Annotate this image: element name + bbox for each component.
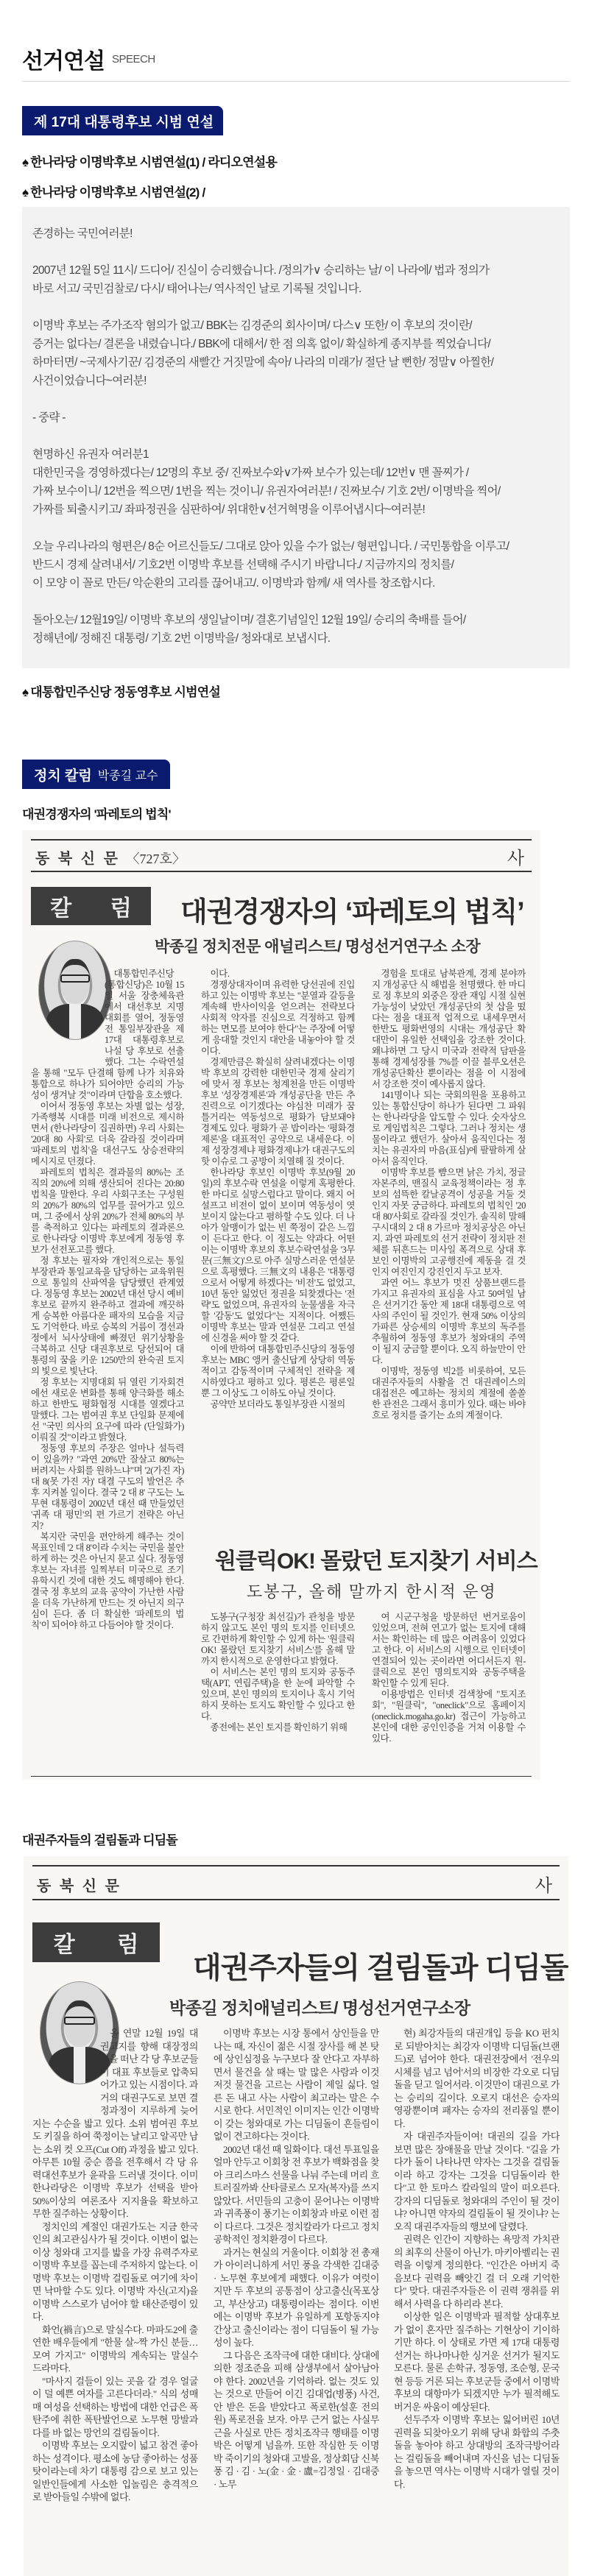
rule <box>32 1865 560 1866</box>
speech-line: 사건이었습니다~여러분! <box>32 375 147 387</box>
column-label-char: 칼 <box>50 896 72 921</box>
speech-paragraph <box>32 537 560 592</box>
article-column <box>201 969 355 1522</box>
page-mark: 사 <box>535 1877 552 1896</box>
speech-line: - 중략 - <box>32 411 66 424</box>
section-label-text: 정치 칼럼 <box>34 768 92 784</box>
spade-icon: ♠ <box>22 155 29 169</box>
paragraph: 이 서비스는 본인 명의 토지와 공동주택(APT, 연립주택)을 한 눈에 파악할 수 있으며, 본인 명의의 토지이나 혹시 기억하지 못하는 토지도 확인할 수 있다고 한다. <box>201 1667 355 1722</box>
paragraph: 정 후보는 필자와 개인적으로는 통일부장관과 통일교육을 담당하는 교육위원으로 통일의 산파역을 담당했던 관계였다. 정동영 후보는 2002년 대선 당시 예비 후보로 끝까지 완주하고 결과에 깨끗하게 승복한 아름다운 패자의 모습을 지금도 기억한다. 바로 승복의 거름이 경선과정에서 뇌사상태에 빠졌던 위기상황을 극복하고 신당 대권후보로 당선되어 대통령의 꿈을 키운 1250만의 완숙권 토지의 빛으로 빛난다. <box>31 1256 184 1376</box>
speech-link-lee-2[interactable] <box>22 182 205 200</box>
photo-spacer <box>31 969 105 1064</box>
paragraph: 대통합민주신당(통합신당)은 10월 15일 서울 장충체육관에서 대선후보 지명대회를 열어, 정동영 전 통일부장관을 제 17대 대통령후보로 나설 당 후보로 선출했다. 그는 수락연설을 통해 "모두 단결해 함께 나가 치유와 통합으로 하나가 되어야만 승리의 가능성이 생겨날 것"이라며 단합을 호소했다. <box>31 969 184 1100</box>
photo-spacer <box>32 2027 100 2117</box>
article-heading: 대권주자들의 걸림돌과 디딤돌 <box>22 1833 177 1847</box>
article-title: 대권주자들의 걸림돌과 디딤돌 <box>193 1952 568 1984</box>
paragraph: 경제만큼은 확실히 살려내겠다는 이명박 후보의 강력한 대한민국 경제 살리기에 맞서 정 후보는 청계천을 만든 이명박 후보 '성장경제론'과 개성공단을 만든 추진력으로 이기겠다는 야심찬 미래가 꿈틀거리는 역동성으로 평화가 담보돼야 경제도 있다. 평화가 곧 밥이라는 '평화경제론'을 대표적인 공약으로 내세운다. 이제 성장경제냐 평화경제냐가 대권구도의 핫 이슈로 그 공방이 치열해 질 것이다. <box>201 1057 355 1167</box>
paragraph: 정 후보는 지명대회 뒤 열린 기자회견에선 새로운 변화를 통해 양극화를 해소하고 한반도 평화협정 시대를 열겠다고 말했다. 그는 범여권 후보 단일화 문제에선 "국민 의사의 요구에 따라 (단일화가) 이뤄질 것"이라고 밝혔다. <box>31 1377 184 1443</box>
paragraph: 공약만 보더라도 통일부장관 시절의 <box>210 1399 345 1409</box>
newspaper-clipping <box>22 830 540 1780</box>
ad-column <box>372 1612 526 1774</box>
speech-paragraph <box>32 445 560 519</box>
column-label-char: 럼 <box>110 896 132 921</box>
paragraph: 141명이나 되는 국회의원을 포용하고 있는 통합신당이 하나가 된다면 그 파워는 한나라당을 압도할 수 있다. 숫자상으로 게임법칙은 그렇다. 그러나 정치는 생물이라고 했던가. 살아서 움직인다는 정치는 유권자의 마음(표심)에 팔팔하게 살아서 움직인다. <box>372 1090 526 1167</box>
column-label-char: 럼 <box>117 1933 139 1957</box>
page-title: 선거연설 <box>22 49 105 74</box>
paragraph: 정동영 후보의 주장은 얼마나 설득력이 있을까? "과연 20%만 잘살고 80%는 버려지는 사회를 원하느냐"며 '2(가진 자) 대 8(못 가진 자)' 대결 구도의 발언은 추후 지켜볼 일이다. 결국 '2 대 8' 구도는 노무현 대통령이 2002년 대선 때 만들었던 '귀족 대 평민'의 편 가르기 전략은 아닌지? <box>31 1443 184 1531</box>
rule <box>31 871 532 872</box>
speech-link-label: 대통합민주신당 정동영후보 시범연설 <box>30 685 221 699</box>
speech-line: 오늘 우리나라의 형편은/ 8순 어르신들도/ 그대로 앉아 있을 수가 없는/ 형편입니다. / 국민통합을 이루고/ <box>32 540 509 553</box>
paragraph: 현) 최강자들의 대권개입 등을 KO 펀치로 되받아치는 최강자 이명박 디딤돌(브랜드)로 넘어야 한다. 대권전장에서 '전우의 시체를 넘고 넘어'서의 비장한 각오로 디딤돌을 딛고 일어서라. 이것만이 대권으로 가는 승리의 길이다. 오로지 대선은 승자의 영광뿐이며 패자는 승자의 전리품일 뿐이다. <box>394 2028 560 2129</box>
speech-line: 존경하는 국민여러분! <box>32 227 133 240</box>
paragraph: 한나라당 후보인 이명박 후보(9월 20일)의 후보수락 연설을 이렇게 혹평한다. 한 마디로 실망스럽다고 말이다. 왜지 어설프고 비전이 없이 보이며 역동성이 엿보이지 않는다고 폄하할 수도 있다. 더 나아가 알맹이가 없는 빈 쭉정이 같은 느낌이 든다고 한다. 이 정도는 약과다. 어떤 이는 이명박 후보의 후보수락연설을 '3무문(三無文)'으로 아주 실망스러운 연설문으로 혹평했다. 三無文의 내용은 '대통령으로서 어떻게 하겠다는 '비전'도 없었고, 10년 동안 잃었던 정권을 되찾겠다는 '전략'도 없었으며, 유권자의 눈물샘을 자극할 '감동'도 없었다"는 지적이다. 어쨌든 이명박 후보는 말과 연설문 그리고 연설에 신경을 써야 할 것 같다. <box>201 1167 355 1343</box>
paragraph: 이명박 후보를 뺨으면 낡은 가치, 정글자본주의, 맨질식 교육정책이라는 정 후보의 섬뜩한 칼날공격이 성공을 거둘 것인지 자못 궁금하다. 파레토의 법칙인 '20대 80'사회로 갈라질 것인가. 솔직히 말해 구시대의 2 대 8 가르마 정치공상은 아닌지. 과연 파레토의 선거 전략이 정치판 전체를 뒤흔드는 미사일 폭격으로 상대 후보인 이명박의 고공행진에 제동을 걸 것인지 여진인지 강진인지 두고 보자. <box>372 1167 526 1277</box>
spade-icon: ♠ <box>22 685 29 699</box>
article-column <box>214 2027 379 2572</box>
speech-line: 2007년 12월 5일 11시/ 드디어/ 진실이 승리했습니다. /정의가∨ 승리하는 날/ 이 나라에/ 법과 정의가 <box>32 264 490 277</box>
paragraph: 과연 어느 후보가 멋진 상품브랜드를 가지고 유권자의 표심을 사고 50여일 남은 선거기간 동안 제 18대 대통령으로 역사의 주인이 될 것인가. 현재 50% 이상의 가파른 상승세의 이명박 후보의 독주를 추월하여 정동영 후보가 청와대의 주역이 될지 궁금할 뿐이다. 오직 하늘만이 안다. <box>372 1278 526 1365</box>
paragraph: 2002년 대선 때 일화이다. 대선 투표일을 얼마 안두고 이회창 전 후보가 백화점을 찾아 크리스마스 선물을 나눠 주는데 머리 흐트러질까봐 산타클로스 모자(복자)를 쓰지 않았다. 서민들의 고충이 묻어나는 이명박과 귀족풍이 풍기는 이회창과 바로 이런 점이 다르다. 그것은 정치칼라가 다르고 정치공학적인 정치환경이 다르다. <box>214 2143 379 2245</box>
column-label <box>31 887 151 925</box>
speech-line: 이명박 후보는 주가조작 혐의가 없고/ BBK는 김경준의 회사이며/ 다스∨ 또한/ 이 후보의 것이란/ <box>32 319 472 332</box>
ad-column <box>201 1612 355 1774</box>
column-label <box>32 1922 160 1962</box>
paragraph: 이에 반하여 대통합민주신당의 정동영 후보는 MBC 앵커 출신답게 상당히 역동적이고 감동적이며 구체적인 전략을 제시하였다고 평하고 있다. 평론은 평론일 뿐 그 이상도 그 이하도 아닐 것이다. <box>201 1344 355 1398</box>
section-author: 박종길 교수 <box>97 769 158 782</box>
speech-line: 반드시 경제 살려내서/ 기호2번 이명박 후보를 선택해 주시기 바랍니다./ 지금까지의 정치를/ <box>32 559 454 571</box>
issue-number: 〈727호〉 <box>126 852 186 866</box>
speech-line: 하마터면/ ~국제사기꾼/ 김경준의 새빨간 거짓말에 속아/ 나라의 미래가/ 절단 날 뻔한/ 정말∨ 아찔한/ <box>32 356 494 369</box>
article-title: 대권경쟁자의 ‘파레토의 법칙’ <box>180 897 524 928</box>
speech-line: 이 모양 이 꼴로 만든/ 악순환의 고리를 끊어내고/. 이명박과 함께/ 새 역사를 창조합시다. <box>32 577 435 590</box>
article-byline: 박종길 정치전문 애널리스트/ 명성선거연구소 소장 <box>155 938 481 955</box>
speech-paragraph <box>32 316 560 390</box>
paragraph: 이명박, 정동영 빅2를 비롯하여, 모든 대권주자들의 사활을 건 대권레이스의 대접전은 예고하는 정치의 계절에 쏠쏠한 관전은 그래서 흥미가 있다. 때는 바야흐로 정치를 즐기는 쇼의 계절이다. <box>372 1366 526 1420</box>
paragraph: 이다. <box>210 969 230 979</box>
paragraph: 파레토의 법칙은 결과물의 80%는 조직의 20%에 의해 생산되어 진다는 20:80 법칙을 말한다. 우리 사회구조는 구성원의 20%가 80%의 업무를 끌어가고 있으며, 그 중에서 상위 20%가 전체 80%의 부를 축적하고 있다는 파레토의 결과론으로 한나라당 이명박 후보에게 정동영 후보가 선전포고를 했다. <box>31 1167 184 1255</box>
section-label-column <box>22 760 170 789</box>
rule <box>32 1899 560 1900</box>
page-mark: 사 <box>507 849 524 868</box>
paragraph: 화언(禍言)으로 말실수다. 마파도2에 출연한 배우들에게 "한물 살~짝 가신 분들… 모여 가지고" 이명박의 계속되는 말실수 드라마다. <box>32 2324 198 2374</box>
article-column <box>372 969 526 1522</box>
newspaper-name: 동 북 신 문 <box>37 1878 121 1894</box>
paragraph: 그 다음은 조작극에 대한 대비다. 상대에 의한 정조준을 피해 삼생부에서 살아남아야 한다. 2002년을 기억하라. 없는 것도 있는 것으로 만들어 이긴 김대업(병풍) 사건, 안 받은 돈을 받았다고 폭로한(설훈 전의원) 폭로전을 보자. 아무 근거 없는 사실무근을 사실로 만든 정치조작극 행태를 이명박은 어떻게 넘을까. 또한 작심한 듯 이명박 죽이기의 청와대 고발을, 정상회담 신북풍 김 · 김 · 노(金 · 金 · 盧=김정일 · 김대중 · 노무 <box>214 2349 379 2490</box>
speech-line: 증거는 없다는/ 결론을 내렸습니다./ BBK에 대해서/ 한 점 의혹 없이/ 확실하게 종지부를 찍었습니다/ <box>32 338 490 350</box>
paragraph: "마사지 걸들이 있는 곳을 갈 경우 얼굴이 덜 예쁜 여자를 고른다더라." 식의 성매매 여성을 선택하는 방법에 대한 언급은 폭탄주에 취한 폭탄발언으로 노무현 망발과 다를 바 없는 망언의 걸림돌이다. <box>32 2375 198 2438</box>
paragraph: 이명박 후보는 오지랖이 넓고 참견 좋아하는 성격이다. 평소에 농담 좋아하는 성품 탓이라는데 차기 대통령 감으로 보고 있는 일반인들에게 사소한 입놀림은 충격적으로 받아들일 수밖에 없다. <box>32 2440 198 2502</box>
paragraph: 이용방법은 인터넷 검색창에 "토지조회", "원클릭", "oneclick"으로 홈페이지(oneclick.mogaha.go.kr) 접근이 가능하고 본인에 대한 공인인증을 거쳐 이용할 수 있다. <box>372 1689 526 1744</box>
section-label-speech: 제 17대 대통령후보 시범 연설 <box>22 106 223 135</box>
speech-paragraph <box>32 261 560 298</box>
paragraph: 이상한 일은 이명박과 필적할 상대후보가 없이 혼자만 질주하는 기현상이 기이하기만 하다. 이 상태로 가면 제 17대 대통령선거는 하나마나한 싱거운 선거가 될지도 모른다. 물론 손학규, 정동영, 조순형, 문국현 등등 거론 되는 후보군들 중에서 이명박 후보의 대항마가 되겠지만 누가 필적해도 버거운 싸움이 예상된다. <box>394 2311 560 2413</box>
paragraph: 경험을 토대로 남북관계, 경제 분야까지 개성공단 식 해법을 천명했다. 한 마디로 정 후보의 외중은 장관 재임 시절 실현 가능성이 낮았던 개성공단의 첫 삽을 떴다는 점을 대표적 업적으로 내세우면서 한반도 평화번영의 시대는 개성공단 확대만이 유일한 선택임을 강조한 것이다. 왜냐하면 그 당시 미국과 전략적 담판을 통해 경제성장률 7%를 이끌 블루오션은 개성공단확산 뿐이라는 점을 이 시점에서 강조한 것이 예사롭지 않다. <box>372 969 526 1089</box>
speech-text-box <box>22 207 570 668</box>
paragraph: 여 시군구청을 방문하던 번거로움이 있었으며, 전혀 연고가 없는 토지에 대해서는 확인하는 데 많은 어려움이 있었다고 한다. 이 서비스의 시행으로 인터넷이 연결되어 있는 곳이라면 어디서든지 원-클릭으로 본인 명의토지와 공동주택을 확인할 수 있게 된다. <box>372 1612 526 1688</box>
column-label-char: 칼 <box>53 1933 75 1957</box>
paragraph: 경쟁상대자이며 유력한 당선권에 진입하고 있는 이명박 후보는 "분열과 갈등을 계속해 반사이익을 얻으려는 전략보다 사회적 약자를 진심으로 걱정하고 함께하는 면모를 보여야 한다"는 주장에 어떻게 응대할 것인지 대안을 내놓아야 할 것이다. <box>201 980 355 1056</box>
article-column <box>31 969 184 1774</box>
speech-line: 가짜를 퇴출시키고/ 좌파정권을 심판하여/ 위대한∨선거혁명을 이루어냅시다~여러분! <box>32 503 426 516</box>
article-column <box>394 2027 560 2572</box>
spade-icon: ♠ <box>22 185 29 199</box>
speech-paragraph <box>32 408 560 427</box>
speech-link-label: 한나라당 이명박후보 시범연설(1) / 라디오연설용 <box>30 155 278 169</box>
paragraph: 종전에는 본인 토지를 확인하기 위해 <box>210 1722 348 1733</box>
paragraph: 이어서 정동영 후보는 차별 없는 성장, 가족행복 시대를 미래 비전으로 제시하면서 (한나라당이 집권하면) 우리 사회는 '20대 80 사회'로 더욱 갈라질 것이라며 '파레토의 법칙'을 대선구도 상승전략의 메시지로 던졌다. <box>31 1101 184 1167</box>
divider <box>22 81 570 82</box>
speech-line: 정해년에/ 정해진 대통령/ 기호 2번 이명박을/ 청와대로 보냅시다. <box>32 632 331 645</box>
ad-title: 원클릭OK! 몰랐던 토지찾기 서비스 <box>215 1549 537 1574</box>
speech-line: 돌아오는/ 12월19일/ 이명박 후보의 생일날이며/ 결혼기념일인 12월 19일/ 승리의 축배를 들어/ <box>32 614 466 626</box>
newspaper-name <box>35 846 186 868</box>
paragraph: 과거는 현실의 거울이다. 이회창 전 총재가 아이러니하게 서민 풍을 각색한 김대중 · 노무현 후보에게 패했다. 이유가 여럿이지만 두 후보의 공통점이 상고출신(목포상고, 부산상고) 대통령이라는 점이다. 이번에는 이명박 후보가 유일하게 포항동지야간상고 출신이라는 점이 디딤돌이 될 가능성이 높다. <box>214 2246 379 2348</box>
paragraph: 올 연말 12월 19일 대권고지를 향해 대장정의 길을 떠난 각 당 후보군들이 대표 후보들로 압축되어가고 있는 시점이다. 과거의 대권구도로 보면 결정과정이 지루하게 늦어지는 수순을 밟고 있다. 소위 범여권 후보도 키질을 하여 쭉정이는 날리고 알곡만 남는 소위 컷 오프(Cut Off) 과정을 밟고 있다. 아무튼 10월 중순 쯤을 전후해서 각 당 유력대선후보가 윤곽을 드러낼 것이다. 이미 한나라당은 이명박 후보가 선택을 받아 50%이상의 여론조사 지지율을 확보하고 무한 질주하는 상황이다. <box>32 2028 198 2219</box>
paragraph: 권력은 인간이 지향하는 욕망적 가치관의 최후의 산물이 아닌가. 마키아벨리는 권력을 이렇게 정의한다. "인간은 아버지 죽음보다 권력을 빼앗긴 걸 더 오래 기억한다" 맞다. 대권주자들은 이 권력 쟁취를 위해서 사력을 다 하리라 본다. <box>394 2234 560 2310</box>
article-heading: 대권경쟁자의 '파레토의 법칙' <box>22 807 171 821</box>
newspaper-clipping <box>24 1856 568 2576</box>
speech-link-chung[interactable] <box>22 682 220 700</box>
paragraph: 복지란 국민을 편안하게 해주는 것이 목표인데 '2 대 8'이라 수치는 국민을 불안하게 하는 것은 아닌지 묻고 싶다. 정동영 후보는 자녀를 일찍부터 미국으로 조기 유학시킨 것에 대한 것도 해명해야 한다. 결국 정 후보의 교육 공약이 가난한 사람을 더욱 가난하게 만드는 것 아닌지 의구심이 든다. 좀 더 확실한 '파레토의 법칙'이 되어야 하고 다듬어야 할 것이다. <box>31 1532 184 1630</box>
article-byline: 박종길 정치애널리스트/ 명성선거연구소장 <box>169 1998 470 2017</box>
paragraph: 선두주자 이명박 후보는 잃어버린 10년 권력을 되찾아오기 위해 당내 화합의 주춧돌을 놓아야 하고 상대방의 조작극방어라는 걸림돌을 빼어내며 자신을 넘는 디딤돌을 놓으면 역사는 이명박 시대가 열릴 것이다. <box>394 2414 560 2490</box>
paragraph: 도봉구(구청장 최선길)가 관청을 방문하지 않고도 본인 명의 토지를 인터넷으로 간편하게 확인할 수 있게 하는 '원클릭 OK! 몰랐던 토지찾기 서비스'를 올해 말까지 한시적으로 운영한다고 밝혔다. <box>201 1612 355 1666</box>
speech-line: 바로 서고/ 국민검찰로/ 다시/ 태어나는/ 역사적인 날로 기록될 것입니다. <box>32 283 361 295</box>
speech-line: 가짜 보수이니/ 12번을 찍으면/ 1번을 찍는 것이니/ 유권자여러분! / 진짜보수/ 기호 2번/ 이명박을 찍어/ <box>32 485 501 498</box>
rule <box>31 1776 532 1777</box>
ad-subtitle: 도봉구, 올해 말까지 한시적 운영 <box>247 1582 497 1601</box>
speech-paragraph <box>32 224 560 243</box>
speech-paragraph <box>32 611 560 648</box>
speech-line: 대한민국을 경영하겠다는/ 12명의 후보 중/ 진짜보수와∨가짜 보수가 있는데/ 12번∨ 맨 꼴찌가 / <box>32 467 469 479</box>
speech-link-label: 한나라당 이명박후보 시범연설(2) / <box>30 185 205 199</box>
paragraph: 자 대권주자들이여! 대권의 길을 가다 보면 많은 장애물을 만날 것이다. "길을 가다가 돌이 나타나면 약자는 그것을 걸림돌이라 하고 강자는 그것을 디딤돌이라 한다"고 한 토마스 칼라일의 말이 떠오른다. 강자의 디딤돌로 청와대의 주인이 될 것이냐? 아니면 약자의 걸림돌이 될 것이냐? 는 오직 대권주자들의 행보에 달렸다. <box>394 2131 560 2232</box>
article-column <box>32 2027 198 2572</box>
paper-title: 동 북 신 문 <box>35 851 120 867</box>
speech-line: 현명하신 유권자 여러분1 <box>32 448 149 461</box>
speech-link-lee-1[interactable] <box>22 152 277 170</box>
paragraph: 이명박 후보는 시장 통에서 상인들을 만나는 때, 자신이 젊은 시절 장사를 해 본 탓에 상인심정을 누구보다 잘 안다고 자부하면서 물건을 살 때는 말 많은 사람과 이것저것 물건을 고르는 사람이 제일 싫다. 얼른 돈 내고 사는 사람이 최고라는 말은 수시로 한다. 서민적인 이미지는 인간 이명박이 갖는 청와대로 가는 디딤돌이 흔들림이 없이 견고하다는 것이다. <box>214 2028 379 2142</box>
page-subtitle: SPEECH <box>112 53 155 66</box>
rule <box>31 839 532 841</box>
paragraph: 정치인의 계절인 대권가도는 지금 한국인의 최고관심사가 될 것이다. 이변이 없는 이상 청와대 고지를 밟을 가장 유력주자로 이명박 후보를 꼽는데 주저하지 않는다. 이명박 후보는 이명박 걸림돌로 여기에 차이면 낙마할 수도 있다. 이명박 자신(고지)을 이명박 스스로가 넘어야 할 태산준령이 있다. <box>32 2221 198 2322</box>
